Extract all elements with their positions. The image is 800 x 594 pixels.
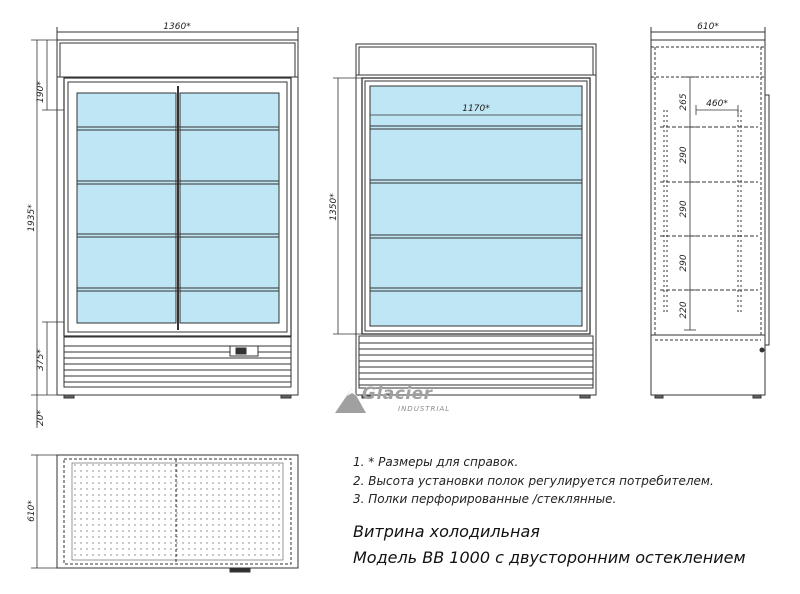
note-3: 3. Полки перфорированные /стеклянные. bbox=[353, 492, 617, 506]
side-depth-label: 610* bbox=[697, 22, 719, 32]
shelf-spacing-label: 290 bbox=[679, 200, 689, 218]
side-dimension-lines bbox=[684, 77, 738, 330]
note-2: 2. Высота установки полок регулируется потребителем. bbox=[353, 474, 714, 488]
front-bottom-height-label: 375* bbox=[36, 349, 46, 371]
shelf-spacing-label: 220 bbox=[679, 301, 689, 319]
front-view bbox=[57, 27, 298, 398]
front-total-height-label: 1935* bbox=[27, 204, 37, 232]
side-shelf-depth-label: 460* bbox=[706, 99, 728, 109]
inner-width-label: 1170* bbox=[462, 104, 490, 114]
inner-height-label: 1350* bbox=[329, 193, 339, 221]
front-base-height-label: 20* bbox=[36, 410, 46, 426]
side-view bbox=[651, 27, 769, 398]
brand-logo: Glacier bbox=[362, 384, 433, 404]
drawing-model: Модель ВВ 1000 с двусторонним остеклением bbox=[353, 548, 746, 567]
top-view bbox=[57, 455, 298, 572]
shelf-spacing-label: 290 bbox=[679, 254, 689, 272]
note-1: 1. * Размеры для справок. bbox=[353, 455, 519, 469]
front-top-height-label: 190* bbox=[36, 81, 46, 103]
drawing-title: Витрина холодильная bbox=[353, 522, 540, 541]
shelf-spacing-label: 290 bbox=[679, 146, 689, 164]
top-depth-label: 610* bbox=[27, 500, 37, 522]
shelf-spacing-label: 265 bbox=[679, 93, 689, 111]
brand-logo-subtitle: INDUSTRIAL bbox=[398, 405, 451, 413]
inner-view bbox=[356, 44, 596, 398]
front-width-label: 1360* bbox=[163, 22, 191, 32]
